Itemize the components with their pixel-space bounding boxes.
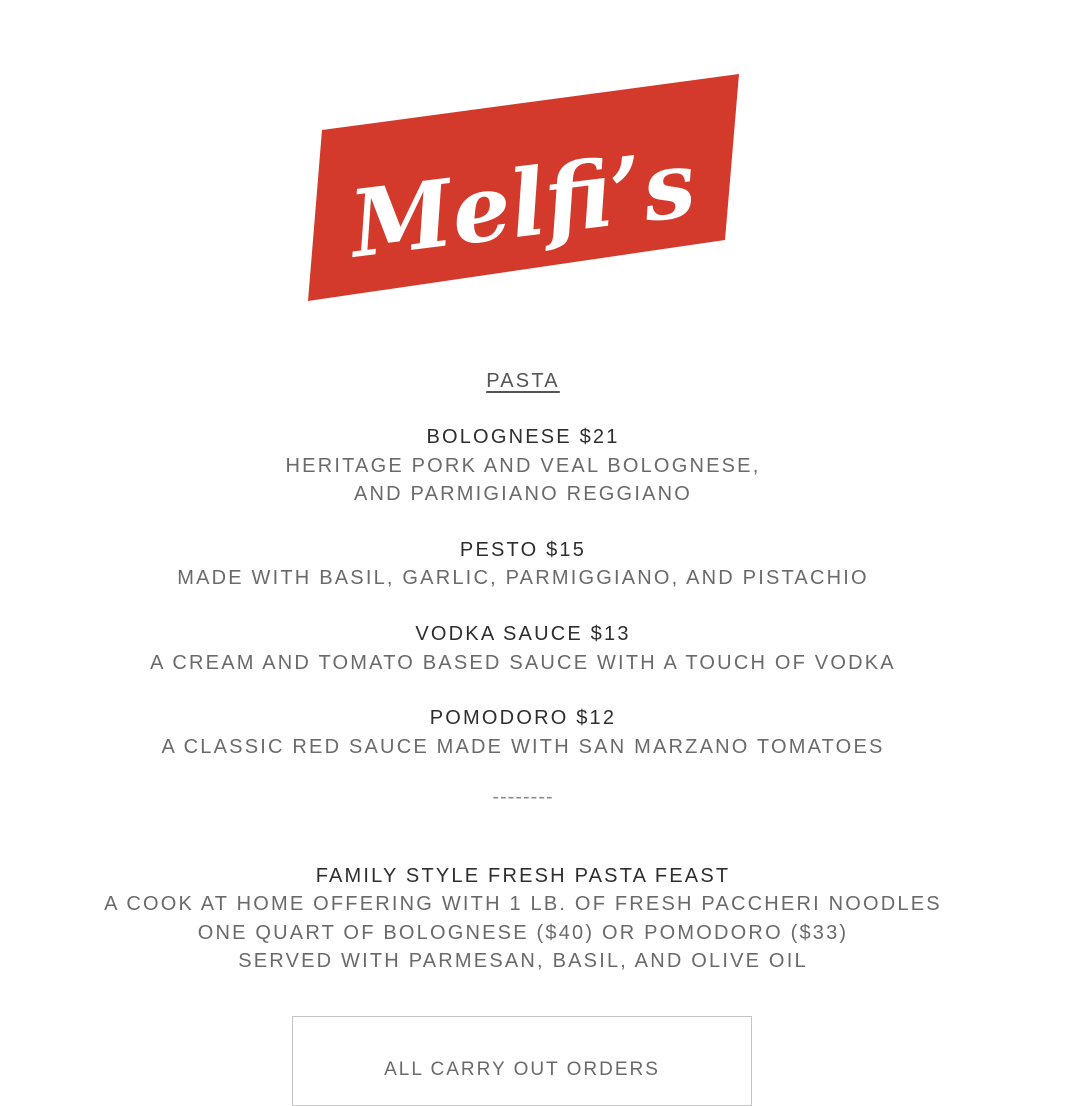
menu-item-description: MADE WITH BASIL, GARLIC, PARMIGGIANO, AND PISTACHIO bbox=[177, 567, 869, 589]
menu-item-description: AND PARMIGIANO REGGIANO bbox=[353, 483, 693, 505]
menu-item-description: A CLASSIC RED SAUCE MADE WITH SAN MARZANO TOMATOES bbox=[161, 736, 885, 758]
menu-item-title: BOLOGNESE $21 bbox=[426, 426, 620, 448]
menu-item-description: A CREAM AND TOMATO BASED SAUCE WITH A TOUCH OF VODKA bbox=[150, 652, 896, 674]
logo-wordmark: Melfi’s bbox=[344, 129, 702, 279]
feast-description: ONE QUART OF BOLOGNESE ($40) OR POMODORO ($33) bbox=[197, 922, 849, 944]
feast-description: A COOK AT HOME OFFERING WITH 1 LB. OF FRESH PACCHERI NOODLES bbox=[104, 893, 942, 915]
menu-item-description: HERITAGE PORK AND VEAL BOLOGNESE, bbox=[285, 455, 761, 477]
carry-out-notice-text: ALL CARRY OUT ORDERS bbox=[384, 1059, 660, 1080]
section-title-pasta: PASTA bbox=[486, 370, 560, 392]
carry-out-notice-box bbox=[292, 1016, 752, 1106]
menu-divider: -------- bbox=[492, 786, 554, 808]
feast-description: SERVED WITH PARMESAN, BASIL, AND OLIVE OIL bbox=[238, 950, 808, 972]
menu-item-title: PESTO $15 bbox=[459, 539, 587, 561]
feast-title: FAMILY STYLE FRESH PASTA FEAST bbox=[315, 865, 731, 887]
menu-item-title: POMODORO $12 bbox=[429, 707, 617, 729]
menu-item-title: VODKA SAUCE $13 bbox=[415, 623, 631, 645]
